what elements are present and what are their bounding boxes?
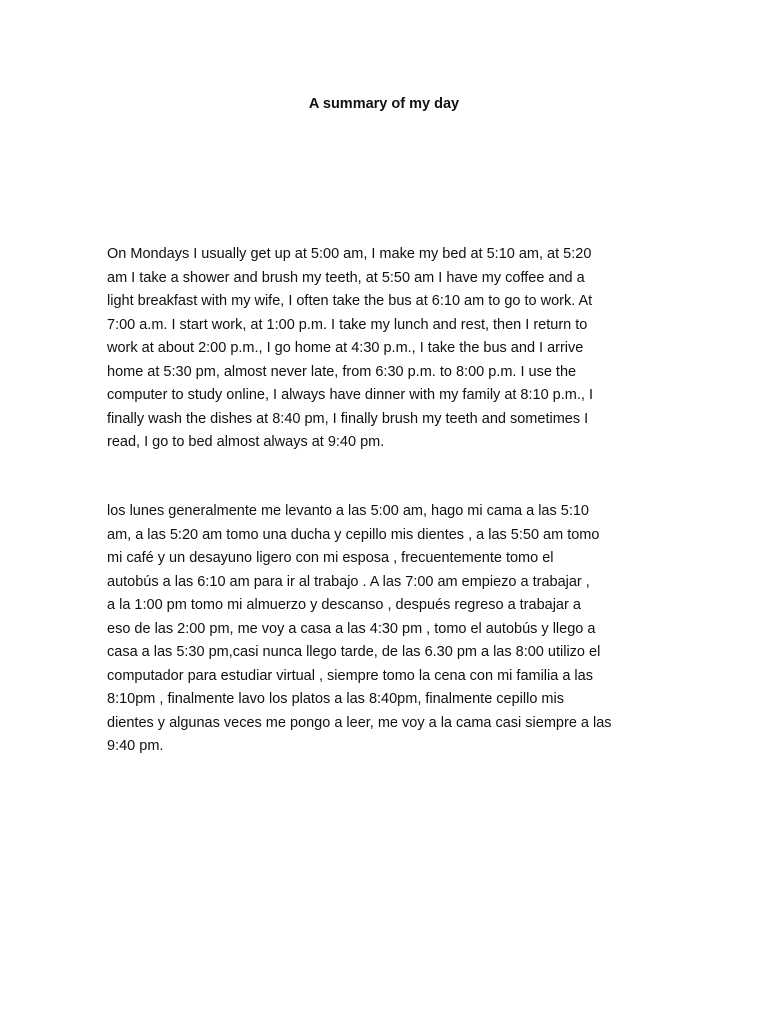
paragraph-spanish: los lunes generalmente me levanto a las 5:00 am, hago mi cama a las 5:10 am, a las 5:20 am tomo una ducha y cepillo mis dientes , a las 5:50 am tomo mi café y un desayuno ligero con mi esposa , frecuentemente tomo el autobús a las 6:10 am para ir al trabajo . A las 7:00 am empiezo a trabajar , a la 1:00 pm tomo mi almuerzo y descanso , después regreso a trabajar a eso de las 2:00 pm, me voy a casa a las 4:30 pm , tomo el autobús y llego a casa a las 5:30 pm,casi nunca llego tarde, de las 6.30 pm a las 8:00 utilizo el computador para estudiar virtual , siempre tomo la cena con mi familia a las 8:10pm , finalmente lavo los platos a las 8:40pm, finalmente cepillo mis dientes y algunas veces me pongo a leer, me voy a la cama casi siempre a las 9:40 pm. (107, 503, 612, 754)
paragraph-english: On Mondays I usually get up at 5:00 am, I make my bed at 5:10 am, at 5:20 am I take a shower and brush my teeth, at 5:50 am I have my coffee and a light breakfast with my wife, I often take the bus at 6:10 am to go to work. At 7:00 a.m. I start work, at 1:00 p.m. I take my lunch and rest, then I return to work at about 2:00 p.m., I go home at 4:30 p.m., I take the bus and I arrive home at 5:30 pm, almost never late, from 6:30 p.m. to 8:00 p.m. I use the computer to study online, I always have dinner with my family at 8:10 p.m., I finally wash the dishes at 8:40 pm, I finally brush my teeth and sometimes I read, I go to bed almost always at 9:40 pm. (107, 246, 593, 450)
document-title: A summary of my day (308, 96, 460, 112)
